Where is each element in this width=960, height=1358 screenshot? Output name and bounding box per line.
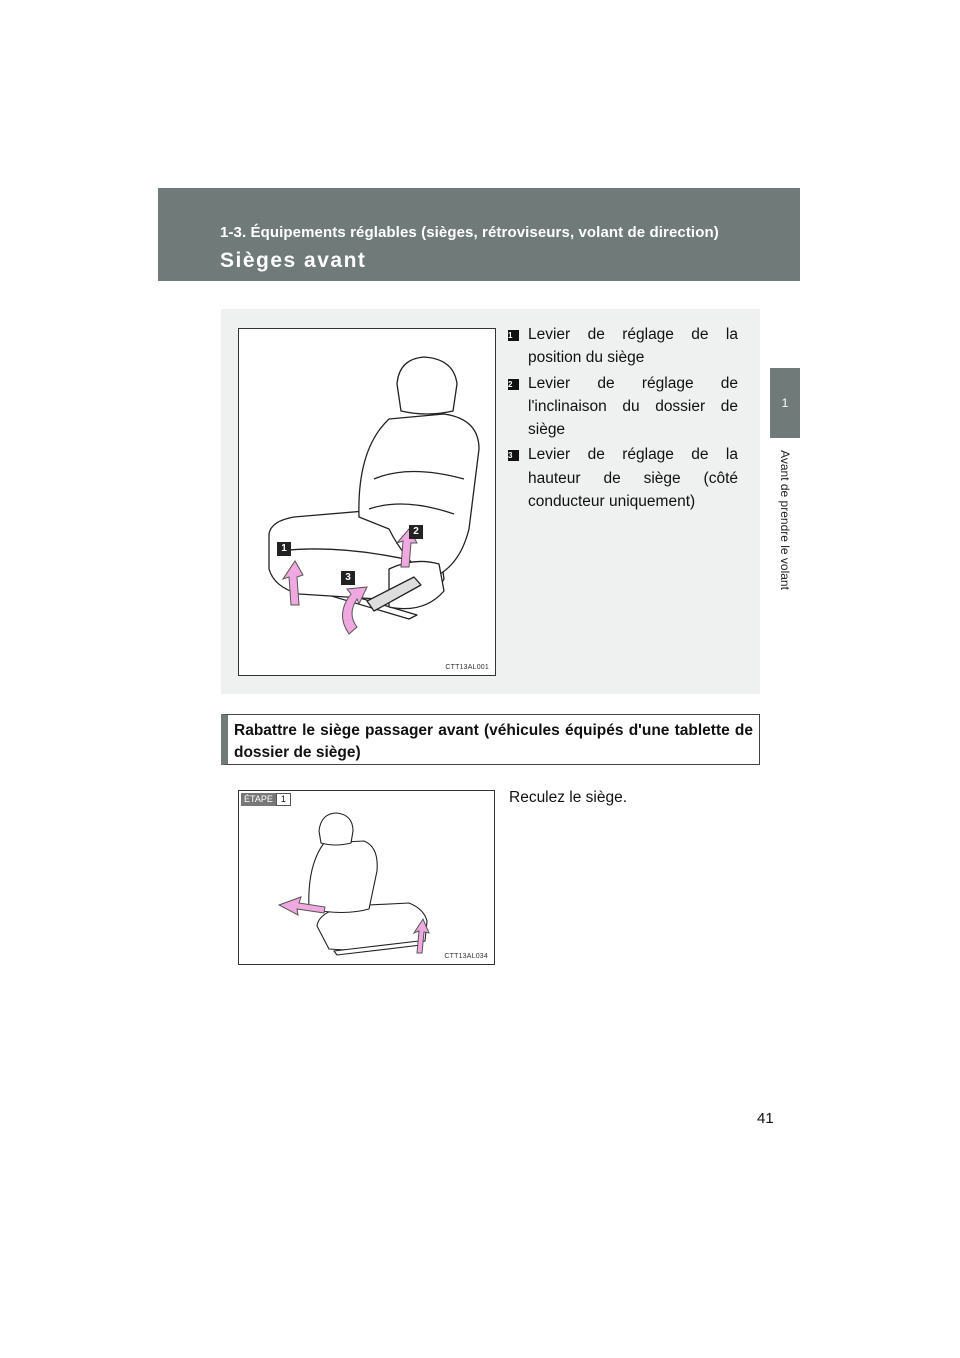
item-marker: 2: [508, 379, 519, 390]
figure-code: CTT13AL001: [445, 664, 489, 671]
item-text: Levier de réglage de la hauteur de siège (côté conducteur uniquement): [528, 446, 738, 511]
seat-headrest: [319, 813, 353, 845]
page-number: 41: [757, 1110, 774, 1127]
lever-list: [506, 323, 738, 515]
step-text: Reculez le siège.: [509, 789, 628, 806]
seat-adjustment-figure: [238, 328, 496, 676]
callout-1: 1: [277, 542, 291, 556]
item-marker: 3: [508, 450, 519, 461]
step-number: 1: [276, 793, 291, 806]
item-text: Levier de réglage de l'inclinaison du dossier de siège: [528, 374, 738, 439]
list-item: [506, 443, 738, 513]
seat-backrest: [309, 841, 377, 913]
item-marker: 1: [508, 330, 519, 341]
section-subtitle: 1-3. Équipements réglables (sièges, rétroviseurs, volant de direction): [220, 224, 719, 241]
seat-folding-illustration: [239, 791, 494, 964]
list-item: [506, 372, 738, 442]
figure-code: CTT13AL034: [444, 953, 488, 960]
info-panel: [221, 309, 760, 694]
step-label: ÉTAPE: [241, 793, 276, 806]
subsection-header: [221, 714, 760, 765]
callout-3: 3: [341, 571, 355, 585]
page-title: Sièges avant: [220, 249, 367, 272]
list-item: [506, 323, 738, 370]
subsection-title: Rabattre le siège passager avant (véhicules équipés d'une tablette de dossier de siège): [234, 722, 753, 761]
item-text: Levier de réglage de la position du siège: [528, 326, 738, 367]
chapter-tab: 1: [770, 368, 800, 438]
seat-headrest: [397, 357, 457, 414]
section-header: [158, 188, 800, 281]
seat-illustration: [239, 329, 495, 675]
chapter-label: Avant de prendre le volant: [778, 450, 792, 590]
step-figure: [238, 790, 495, 965]
callout-2: 2: [409, 525, 423, 539]
